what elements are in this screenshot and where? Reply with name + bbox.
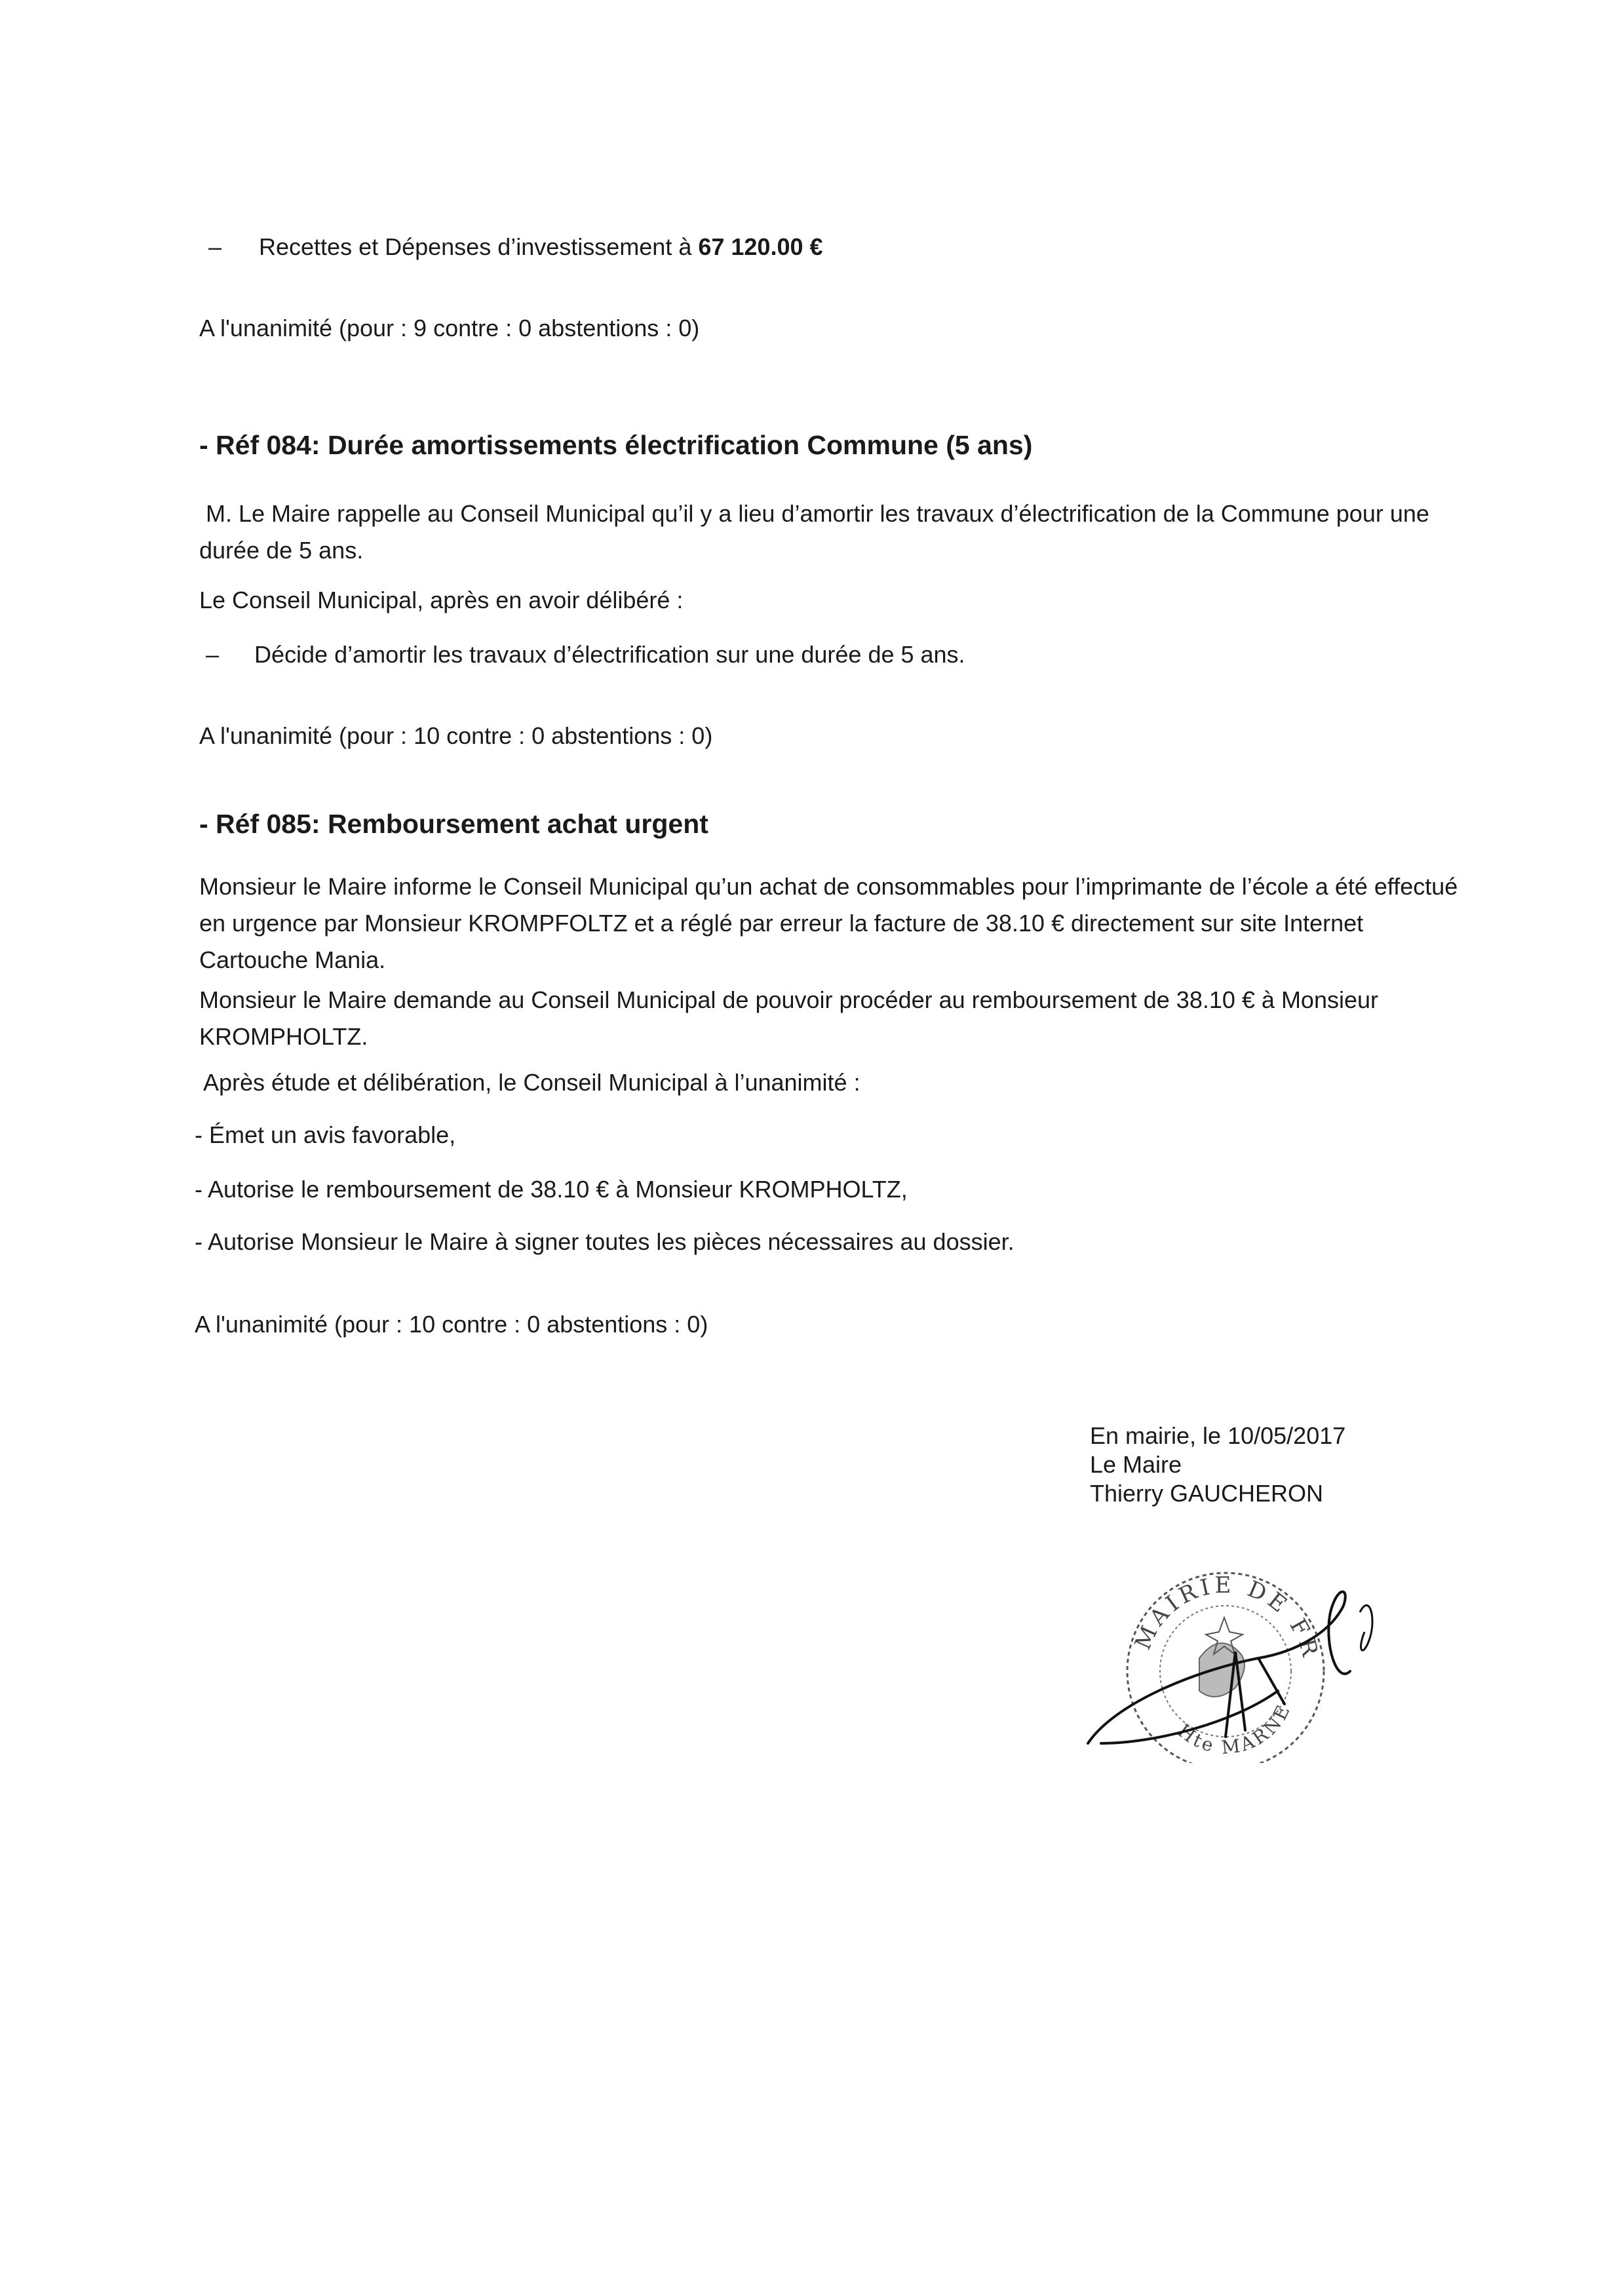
list-item-085-3: - Autorise Monsieur le Maire à signer toutes les pièces nécessaires au dossier.	[195, 1228, 1015, 1255]
section-title-085: - Réf 085: Remboursement achat urgent	[199, 809, 708, 839]
investment-amount: 67 120.00 €	[698, 233, 823, 260]
vote-result-085: A l'unanimité (pour : 10 contre : 0 abstentions : 0)	[195, 1311, 708, 1338]
list-item-085-2: - Autorise le remboursement de 38.10 € à Monsieur KROMPHOLTZ,	[195, 1176, 908, 1203]
investment-text: Recettes et Dépenses d’investissement à	[259, 233, 699, 260]
paragraph-084-intro: M. Le Maire rappelle au Conseil Municipal qu’il y a lieu d’amortir les travaux d’électrification de la Commune pour une durée de 5 ans.	[199, 500, 1429, 564]
paragraph-085-request: Monsieur le Maire demande au Conseil Municipal de pouvoir procéder au remboursement de 38.10 € à Monsieur KROMPHOLTZ.	[199, 986, 1378, 1050]
paragraph-085-info: Monsieur le Maire informe le Conseil Municipal qu’un achat de consommables pour l’imprimante de l’école a été effectué en urgence par Monsieur KROMPFOLTZ et a réglé par erreur la facture de 38.10 € directement sur site Internet Cartouche Mania.	[199, 873, 1458, 973]
paragraph-085-deliberation: Après étude et délibération, le Conseil Municipal à l’unanimité :	[203, 1069, 860, 1096]
vote-result-084: A l'unanimité (pour : 10 contre : 0 abstentions : 0)	[199, 722, 713, 749]
svg-text:MAIRIE DE FRAMPAS: MAIRIE DE FR	[1129, 1572, 1324, 1663]
paragraph-084-deliberation: Le Conseil Municipal, après en avoir délibéré :	[199, 587, 684, 613]
mairie-seal-stamp	[1062, 1547, 1429, 1763]
signature-name: Thierry GAUCHERON	[1090, 1480, 1324, 1507]
section-title-084: - Réf 084: Durée amortissements électrification Commune (5 ans)	[199, 430, 1033, 460]
decision-084: Décide d’amortir les travaux d’électrification sur une durée de 5 ans.	[254, 641, 965, 668]
signature-role: Le Maire	[1090, 1451, 1182, 1478]
bullet-dash: –	[208, 233, 222, 260]
signature-place-date: En mairie, le 10/05/2017	[1090, 1422, 1346, 1449]
investment-line	[259, 232, 823, 262]
vote-result-083: A l'unanimité (pour : 9 contre : 0 abstentions : 0)	[199, 315, 700, 341]
bullet-dash: –	[206, 641, 220, 668]
stamp-and-signature	[1062, 1547, 1429, 1763]
svg-text:Hte MARNE: Hte MARNE	[1173, 1699, 1296, 1759]
list-item-085-1: - Émet un avis favorable,	[195, 1121, 456, 1148]
